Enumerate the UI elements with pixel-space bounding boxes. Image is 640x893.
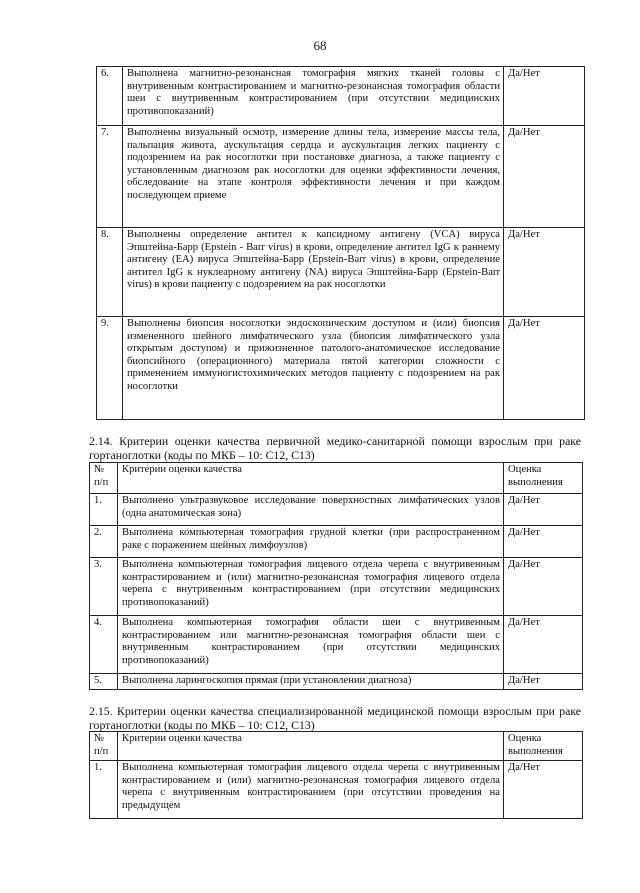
- row-number: 3.: [90, 558, 118, 616]
- criteria-table-continued: [96, 66, 585, 420]
- result-cell: Да/Нет: [504, 761, 583, 819]
- result-cell: Да/Нет: [504, 317, 585, 420]
- criteria-table-2-15: [89, 731, 583, 819]
- criterion-text: Выполнена компьютерная томография лицевого отдела черепа с внутривенным контрастированием и (или) магнитно-резонансная томография лицевого отдела черепа с внутривенным контрастированием (при отсутствии медицинских противопоказаний): [118, 558, 504, 616]
- result-cell: Да/Нет: [504, 126, 585, 228]
- criterion-text: Выполнена ларингоскопия прямая (при установлении диагноза): [118, 674, 504, 690]
- table-row: [97, 126, 585, 228]
- section-title-2-14: 2.14. Критерии оценки качества первичной медико-санитарной помощи взрослым при раке гортаноглотки (коды по МКБ – 10: C12, C13): [89, 434, 581, 462]
- header-number: № п/п: [90, 463, 118, 494]
- row-number: 1.: [90, 494, 118, 526]
- table-row: [97, 67, 585, 126]
- row-number: 9.: [97, 317, 123, 420]
- result-cell: Да/Нет: [504, 616, 583, 674]
- criterion-text: Выполнено ультразвуковое исследование поверхностных лимфатических узлов (одна анатомическая зона): [118, 494, 504, 526]
- header-result: Оценка выполнения: [504, 732, 583, 761]
- row-number: 1.: [90, 761, 118, 819]
- criterion-text: Выполнена компьютерная томография грудной клетки (при распространенном раке с поражением шейных лимфоузлов): [118, 526, 504, 558]
- header-criterion: Критерии оценки качества: [118, 732, 504, 761]
- criterion-text: Выполнена магнитно-резонансная томография мягких тканей головы с внутривенным контрастированием и магнитно-резонансная томография области шеи с внутривенным контрастированием (при отсутствии медицинских противопоказаний): [123, 67, 504, 126]
- criterion-text: Выполнена компьютерная томография области шеи с внутривенным контрастированием или магнитно-резонансная томография области шеи с внутривенным контрастированием (при отсутствии медицинских противопоказаний): [118, 616, 504, 674]
- table-row: [90, 558, 583, 616]
- table-row: [90, 761, 583, 819]
- row-number: 6.: [97, 67, 123, 126]
- table-header-row: [90, 463, 583, 494]
- table-row: [97, 228, 585, 317]
- row-number: 8.: [97, 228, 123, 317]
- criterion-text: Выполнены биопсия носоглотки эндоскопическим доступом и (или) биопсия измененного шейного лимфатического узла (биопсия лимфатического узла открытым доступом) и прижизненное патолого-анатомическое исследование биопсийного (операционного) материала пятой категории сложности с применением иммуногистохимических методов пациенту с подозрением на рак носоглотки: [123, 317, 504, 420]
- table-row: [90, 616, 583, 674]
- result-cell: Да/Нет: [504, 674, 583, 690]
- criterion-text: Выполнены визуальный осмотр, измерение длины тела, измерение массы тела, пальпация живота, аускультация сердца и аускультация легких пациенту с подозрением на рак носоглотки при постановке диагноза, а также пациенту с установленным диагнозом рак носоглотки для оценки эффективности лечения, обследование на этапе контроля эффективности лечения и при каждом последующем приеме: [123, 126, 504, 228]
- result-cell: Да/Нет: [504, 494, 583, 526]
- result-cell: Да/Нет: [504, 526, 583, 558]
- table-row: [90, 526, 583, 558]
- page-number: 68: [313, 38, 327, 53]
- criterion-text: Выполнена компьютерная томография лицевого отдела черепа с внутривенным контрастированием и (или) магнитно-резонансная томография лицевого отдела черепа с внутривенным контрастированием (при отсутствии проведения на предыдущем: [118, 761, 504, 819]
- row-number: 4.: [90, 616, 118, 674]
- header-number: № п/п: [90, 732, 118, 761]
- row-number: 2.: [90, 526, 118, 558]
- result-cell: Да/Нет: [504, 558, 583, 616]
- criterion-text: Выполнены определение антител к капсидному антигену (VCA) вируса Эпштейна-Барр (Epstein - Barr virus) в крови, определение антител IgG к раннему антигену (EA) вируса Эпштейна-Барр (Epstein-Barr virus) в крови, определение антител IgG к нуклеарному антигену (NA) вируса Эпштейна-Барр (Epstein-Barr virus) в крови пациенту с подозрением на рак носоглотки: [123, 228, 504, 317]
- header-result: Оценка выполнения: [504, 463, 583, 494]
- criteria-table-2-14: [89, 462, 583, 690]
- result-cell: Да/Нет: [504, 228, 585, 317]
- table-row: [90, 494, 583, 526]
- table-row: [97, 317, 585, 420]
- table-row: [90, 674, 583, 690]
- section-title-2-15: 2.15. Критерии оценки качества специализированной медицинской помощи взрослым при раке гортаноглотки (коды по МКБ – 10: C12, C13): [89, 704, 581, 732]
- row-number: 7.: [97, 126, 123, 228]
- result-cell: Да/Нет: [504, 67, 585, 126]
- row-number: 5.: [90, 674, 118, 690]
- header-criterion: Критерии оценки качества: [118, 463, 504, 494]
- table-header-row: [90, 732, 583, 761]
